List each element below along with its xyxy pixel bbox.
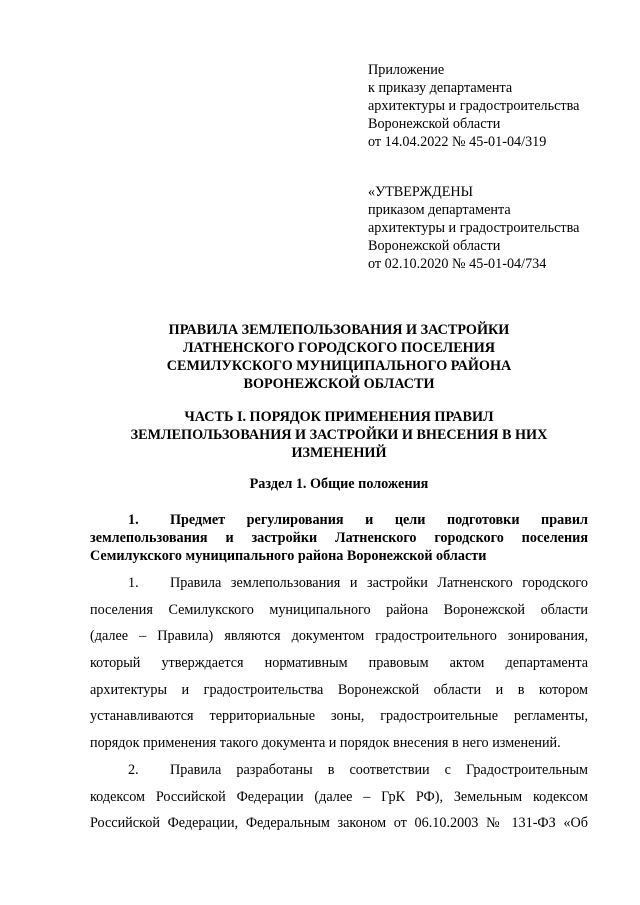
title-line: ЛАТНЕНСКОГО ГОРОДСКОГО ПОСЕЛЕНИЯ (182, 340, 495, 356)
paragraph-line: устанавливаются территориальные зоны, градостроительные регламенты, (90, 708, 588, 725)
article-line (90, 511, 588, 529)
appendix-line: от 14.04.2022 № 45-01-04/319 (368, 134, 547, 150)
paragraph-number: 1. (128, 575, 139, 591)
part-line: ИЗМЕНЕНИЙ (291, 445, 387, 461)
approval-block (368, 183, 579, 273)
paragraph-number: 2. (128, 761, 139, 778)
paragraph-line: архитектуры и градостроительства Воронежской области и в котором (90, 681, 588, 698)
appendix-line: к приказу департамента (368, 80, 513, 96)
section-title: Раздел 1. Общие положения (249, 476, 429, 492)
part-line: ЧАСТЬ I. ПОРЯДОК ПРИМЕНЕНИЯ ПРАВИЛ (184, 409, 494, 425)
paragraph-line: поселения Семилукского муниципального района Воронежской области (90, 601, 588, 618)
part-line: ЗЕМЛЕПОЛЬЗОВАНИЯ И ЗАСТРОЙКИ И ВНЕСЕНИЯ В НИХ (130, 427, 548, 443)
article-line: Семилукского муниципального района Воронежской области (90, 548, 487, 564)
appendix-block (368, 61, 579, 151)
article-line: землепользования и застройки Латненского городского поселения (90, 530, 588, 546)
part-heading (90, 408, 588, 462)
article-title-part: Предмет регулирования и цели подготовки правил (170, 512, 588, 528)
title-line: ВОРОНЕЖСКОЙ ОБЛАСТИ (243, 376, 435, 392)
body-text (90, 570, 588, 837)
paragraph-line: (далее – Правила) являются документом градостроительного зонирования, (90, 628, 588, 645)
title-line: ПРАВИЛА ЗЕМЛЕПОЛЬЗОВАНИЯ И ЗАСТРОЙКИ (168, 322, 510, 338)
paragraph-line (90, 757, 588, 784)
paragraph-line (90, 570, 588, 597)
approval-line: архитектуры и градостроительства (368, 220, 580, 236)
appendix-line: архитектуры и градостроительства (368, 98, 580, 114)
article-number: 1. (128, 512, 139, 528)
appendix-line: Приложение (368, 62, 445, 78)
paragraph-line: порядок применения такого документа и порядок внесения в него изменений. (90, 735, 561, 752)
document-title (90, 321, 588, 393)
approval-line: Воронежской области (368, 238, 501, 254)
paragraph-line: который утверждается нормативным правовым актом департамента (90, 655, 588, 672)
article-heading (90, 511, 588, 565)
paragraph-text: Правила разработаны в соответствии с Градостроительным (170, 761, 588, 778)
approval-line: от 02.10.2020 № 45-01-04/734 (368, 256, 547, 272)
appendix-line: Воронежской области (368, 116, 501, 132)
paragraph-text: Правила землепользования и застройки Латненского городского (170, 575, 588, 591)
title-line: СЕМИЛУКСКОГО МУНИЦИПАЛЬНОГО РАЙОНА (166, 358, 512, 374)
section-heading (90, 475, 588, 493)
approval-line: приказом департамента (368, 202, 511, 218)
approval-line: «УТВЕРЖДЕНЫ (368, 184, 473, 200)
paragraph-line: Российской Федерации, Федеральным законом от 06.10.2003 № 131-ФЗ «Об (90, 815, 588, 832)
paragraph-line: кодексом Российской Федерации (далее – ГрК РФ), Земельным кодексом (90, 788, 588, 805)
